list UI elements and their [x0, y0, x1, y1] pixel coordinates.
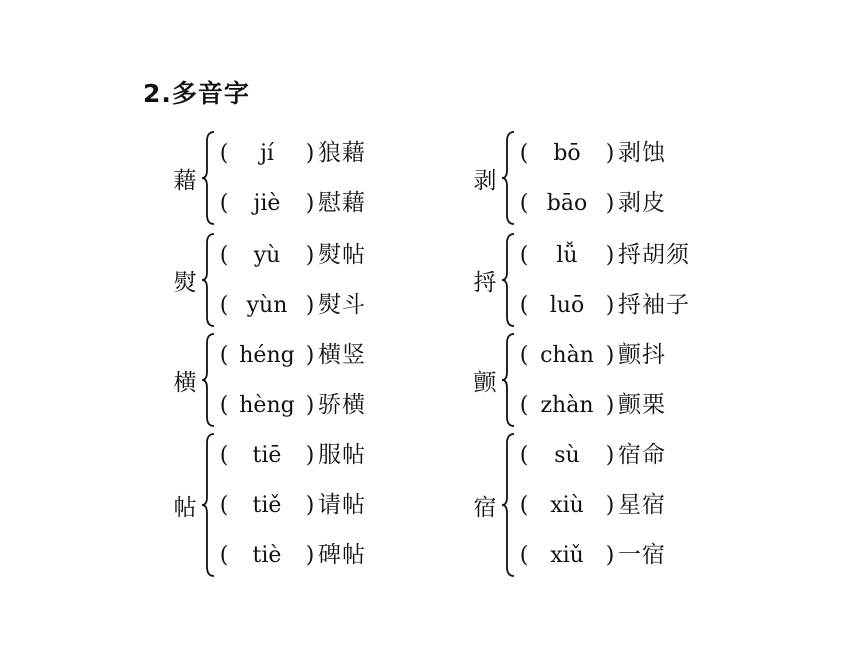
polyphone-group — [170, 430, 430, 580]
polyphone-group — [470, 330, 730, 430]
example-word: 横竖 — [318, 342, 366, 368]
pinyin: tiē — [252, 443, 282, 468]
head-character: 颤 — [473, 370, 497, 396]
curly-brace — [200, 333, 216, 427]
right-paren: ) — [605, 191, 615, 216]
reading-entry — [216, 489, 366, 521]
example-word: 星宿 — [618, 492, 666, 518]
right-paren: ) — [605, 543, 615, 568]
pinyin: luō — [549, 293, 585, 318]
curly-brace — [200, 433, 216, 577]
pinyin: tiè — [252, 543, 282, 568]
left-paren: ( — [519, 393, 529, 418]
polyphone-group — [170, 128, 430, 228]
example-word: 熨帖 — [318, 242, 366, 268]
left-paren: ( — [219, 343, 229, 368]
right-paren: ) — [305, 443, 315, 468]
example-word: 请帖 — [318, 492, 366, 518]
pinyin: jí — [260, 141, 274, 166]
curly-brace — [200, 131, 216, 225]
example-word: 捋胡须 — [618, 242, 690, 268]
pinyin: bō — [553, 141, 581, 166]
right-paren: ) — [305, 493, 315, 518]
pinyin: chàn — [540, 343, 594, 368]
reading-entry — [516, 539, 666, 571]
polyphone-group — [170, 330, 430, 430]
right-paren: ) — [305, 393, 315, 418]
right-paren: ) — [605, 141, 615, 166]
example-word: 颤抖 — [618, 342, 666, 368]
head-character: 帖 — [173, 495, 197, 521]
left-paren: ( — [219, 493, 229, 518]
curly-brace — [200, 233, 216, 327]
pinyin: xiù — [550, 493, 584, 518]
example-word: 碑帖 — [318, 542, 366, 568]
example-word: 慰藉 — [318, 190, 366, 216]
head-character: 宿 — [473, 495, 497, 521]
left-paren: ( — [219, 543, 229, 568]
left-paren: ( — [519, 141, 529, 166]
reading-entry — [516, 489, 666, 521]
left-paren: ( — [519, 293, 529, 318]
curly-brace — [500, 433, 516, 577]
right-paren: ) — [305, 543, 315, 568]
pinyin: yùn — [246, 293, 288, 318]
polyphone-group — [470, 128, 730, 228]
pinyin: xiǔ — [550, 543, 584, 568]
left-paren: ( — [219, 141, 229, 166]
pinyin: tiě — [252, 493, 282, 518]
example-word: 狼藉 — [318, 140, 366, 166]
right-paren: ) — [605, 243, 615, 268]
right-paren: ) — [305, 191, 315, 216]
head-character: 横 — [173, 370, 197, 396]
reading-entry — [516, 339, 666, 371]
left-paren: ( — [219, 293, 229, 318]
head-character: 熨 — [173, 270, 197, 296]
reading-entry — [516, 289, 690, 321]
left-paren: ( — [519, 493, 529, 518]
left-paren: ( — [519, 191, 529, 216]
pinyin: yù — [253, 243, 281, 268]
example-word: 颤栗 — [618, 392, 666, 418]
curly-brace — [500, 131, 516, 225]
example-word: 捋袖子 — [618, 292, 690, 318]
pinyin: sù — [554, 443, 580, 468]
section-title: 2.多音字 — [143, 79, 250, 108]
right-paren: ) — [305, 293, 315, 318]
right-paren: ) — [605, 493, 615, 518]
pinyin: hèng — [239, 393, 295, 418]
reading-entry — [216, 439, 366, 471]
pinyin: bāo — [546, 191, 588, 216]
reading-entry — [216, 389, 366, 421]
left-paren: ( — [519, 343, 529, 368]
polyphone-group — [170, 230, 430, 330]
reading-entry — [216, 239, 366, 271]
pinyin: héng — [239, 343, 295, 368]
head-character: 剥 — [473, 168, 497, 194]
example-word: 一宿 — [618, 542, 666, 568]
left-paren: ( — [219, 243, 229, 268]
reading-entry — [516, 187, 666, 219]
example-word: 骄横 — [318, 392, 366, 418]
reading-entry — [216, 339, 366, 371]
right-paren: ) — [305, 343, 315, 368]
example-word: 宿命 — [618, 442, 666, 468]
reading-entry — [216, 187, 366, 219]
pinyin: jiè — [253, 191, 281, 216]
right-paren: ) — [605, 343, 615, 368]
left-paren: ( — [219, 393, 229, 418]
left-paren: ( — [519, 243, 529, 268]
right-paren: ) — [605, 443, 615, 468]
left-paren: ( — [519, 443, 529, 468]
head-character: 捋 — [473, 270, 497, 296]
reading-entry — [516, 137, 666, 169]
left-paren: ( — [219, 191, 229, 216]
right-paren: ) — [605, 393, 615, 418]
reading-entry — [216, 137, 366, 169]
reading-entry — [216, 539, 366, 571]
reading-entry — [516, 239, 690, 271]
example-word: 服帖 — [318, 442, 366, 468]
reading-entry — [516, 439, 666, 471]
reading-entry — [216, 289, 366, 321]
example-word: 熨斗 — [318, 292, 366, 318]
polyphone-group — [470, 430, 730, 580]
head-character: 藉 — [173, 168, 197, 194]
reading-entry — [516, 389, 666, 421]
example-word: 剥蚀 — [618, 140, 666, 166]
curly-brace — [500, 333, 516, 427]
curly-brace — [500, 233, 516, 327]
example-word: 剥皮 — [618, 190, 666, 216]
pinyin: lǚ — [556, 243, 578, 268]
pinyin: zhàn — [540, 393, 594, 418]
left-paren: ( — [519, 543, 529, 568]
polyphone-group — [470, 230, 730, 330]
right-paren: ) — [305, 141, 315, 166]
right-paren: ) — [605, 293, 615, 318]
right-paren: ) — [305, 243, 315, 268]
left-paren: ( — [219, 443, 229, 468]
